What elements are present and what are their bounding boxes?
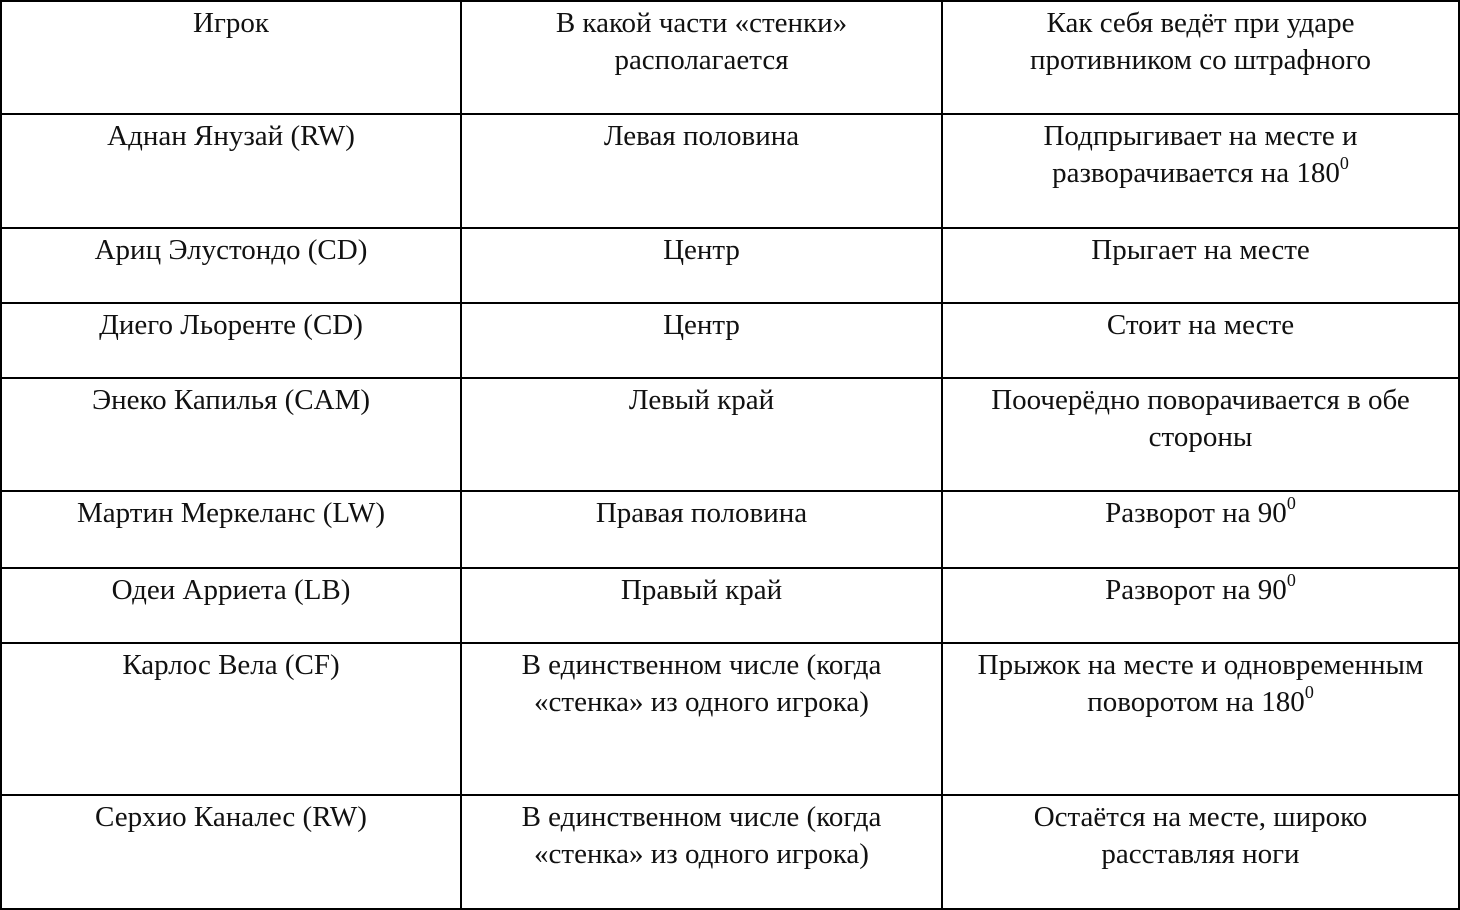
table-row — [1, 114, 1459, 228]
header-cell-player — [1, 1, 461, 114]
player-name: Диего Льоренте (CD) — [99, 309, 363, 341]
position-cell — [461, 228, 942, 303]
player-cell — [1, 795, 461, 909]
degree-superscript: 0 — [1339, 153, 1349, 174]
player-cell — [1, 228, 461, 303]
wall-position: Центр — [663, 234, 740, 266]
player-name: Карлос Вела (CF) — [122, 649, 340, 681]
wall-position: Левый край — [628, 384, 775, 416]
degree-superscript: 0 — [1304, 682, 1314, 703]
header-position-label: В какой части «стенки» располагается — [555, 7, 848, 76]
table-row — [1, 568, 1459, 643]
player-cell — [1, 378, 461, 491]
player-name: Серхио Каналес (RW) — [95, 801, 367, 833]
player-name: Мартин Меркеланс (LW) — [77, 497, 385, 529]
header-cell-behavior — [942, 1, 1459, 114]
behavior-text: Поочерёдно поворачивается в обе стороны — [991, 384, 1410, 453]
player-name: Энеко Капилья (CAM) — [91, 384, 371, 416]
player-cell — [1, 643, 461, 795]
behavior-cell — [942, 568, 1459, 643]
wall-position: Правый край — [620, 574, 783, 606]
player-cell — [1, 491, 461, 568]
table-row — [1, 228, 1459, 303]
behavior-cell — [942, 303, 1459, 378]
player-name: Ариц Элустондо (CD) — [94, 234, 368, 266]
behavior-text: Прыгает на месте — [1091, 234, 1310, 266]
behavior-text: Подпрыгивает на месте и разворачивается на 180 — [1043, 120, 1358, 189]
behavior-text: Разворот на 90 — [1105, 497, 1287, 529]
header-behavior-label: Как себя ведёт при ударе противником со штрафного — [1029, 7, 1372, 76]
player-cell — [1, 114, 461, 228]
player-cell — [1, 568, 461, 643]
wall-position: Правая половина — [595, 497, 808, 529]
position-cell — [461, 114, 942, 228]
position-cell — [461, 795, 942, 909]
header-row — [1, 1, 1459, 114]
behavior-text: Разворот на 90 — [1105, 574, 1287, 606]
table-row — [1, 643, 1459, 795]
position-cell — [461, 378, 942, 491]
table-row — [1, 795, 1459, 909]
player-name: Аднан Янузай (RW) — [107, 120, 355, 152]
header-cell-position — [461, 1, 942, 114]
header-player-label: Игрок — [193, 7, 269, 39]
table-row — [1, 378, 1459, 491]
table-row — [1, 303, 1459, 378]
behavior-text: Остаётся на месте, широко расставляя ноги — [1033, 801, 1368, 870]
behavior-cell — [942, 795, 1459, 909]
degree-superscript: 0 — [1286, 493, 1296, 514]
behavior-cell — [942, 228, 1459, 303]
wall-position: В единственном числе (когда «стенка» из одного игрока) — [521, 649, 882, 718]
player-cell — [1, 303, 461, 378]
behavior-cell — [942, 491, 1459, 568]
position-cell — [461, 643, 942, 795]
table-row — [1, 491, 1459, 568]
position-cell — [461, 303, 942, 378]
position-cell — [461, 491, 942, 568]
wall-position: Левая половина — [603, 120, 800, 152]
wall-position: Центр — [663, 309, 740, 341]
position-cell — [461, 568, 942, 643]
behavior-cell — [942, 378, 1459, 491]
degree-superscript: 0 — [1286, 570, 1296, 591]
behavior-cell — [942, 643, 1459, 795]
wall-position: В единственном числе (когда «стенка» из одного игрока) — [521, 801, 882, 870]
behavior-cell — [942, 114, 1459, 228]
behavior-text: Стоит на месте — [1106, 309, 1295, 341]
behavior-text: Прыжок на месте и одновременным поворотом на 180 — [977, 649, 1424, 718]
player-name: Одеи Арриета (LB) — [111, 574, 351, 606]
